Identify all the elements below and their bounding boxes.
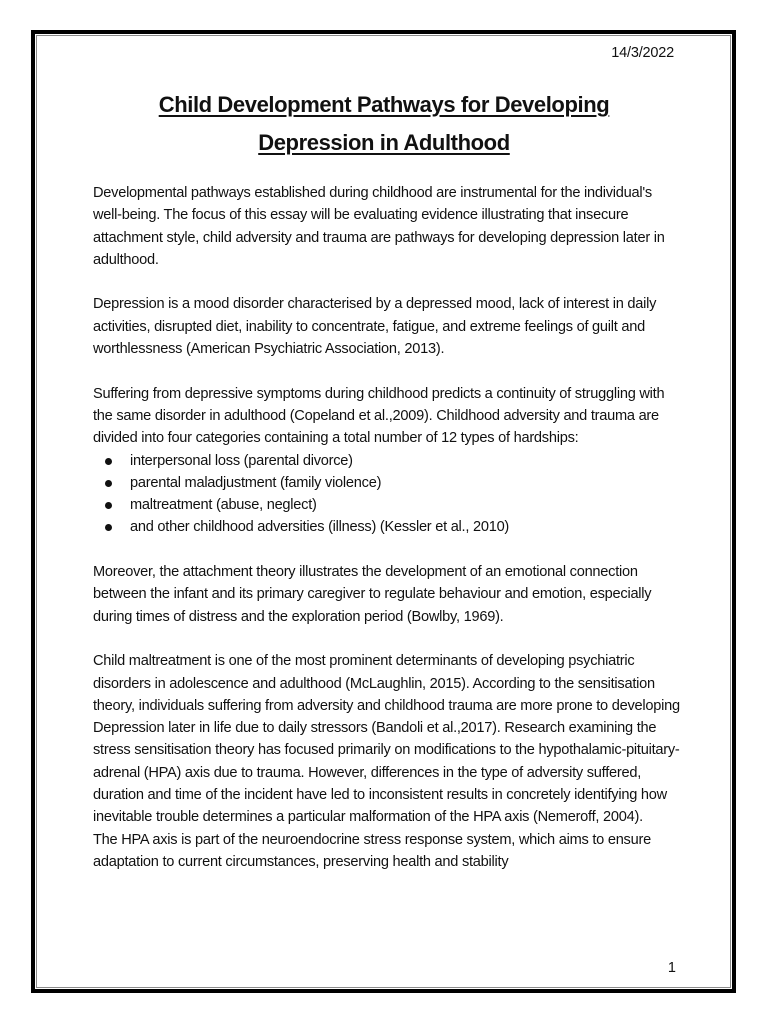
document-title (60, 86, 708, 162)
bullet-icon (105, 502, 112, 509)
list-item (93, 516, 683, 538)
paragraph-childhood-symptoms: Suffering from depressive symptoms during childhood predicts a continuity of struggling with the same disorder in adulthood (Copeland et al.,2009). Childhood adversity and trauma are divided into four categories containing a total number of 12 types of hardships: (93, 385, 665, 447)
paragraph-introduction: Developmental pathways established during childhood are instrumental for the individual's well-being. The focus of this essay will be evaluating evidence illustrating that insecure attachment style, child adversity and trauma are pathways for developing depression later in adulthood. (93, 185, 665, 268)
paragraph-attachment-theory: Moreover, the attachment theory illustrates the development of an emotional connection between the infant and its primary caregiver to regulate behaviour and emotion, especially during times of distress and the exploration period (Bowlby, 1969). (93, 564, 652, 625)
document-date: 14/3/2022 (611, 45, 674, 61)
list-item (93, 450, 683, 472)
title-line-2: Depression in Adulthood (258, 130, 510, 155)
list-item-text: maltreatment (abuse, neglect) (130, 497, 317, 514)
paragraph-child-maltreatment: Child maltreatment is one of the most prominent determinants of developing psychiatric disorders in adolescence and adulthood (McLaughlin, 2015). According to the sensitisation theory, individuals suffering from adversity and childhood trauma are more prone to developing Depression later in life due to daily stressors (Bandoli et al.,2017). Research examining the stress sensitisation theory has focused primarily on modifications to the hypothalamic-pituitary-adrenal (HPA) axis due to trauma. However, differences in the type of adversity suffered, duration and time of the incident have led to inconsistent results in concretely identifying how inevitable trouble determines a particular malformation of the HPA axis (Nemeroff, 2004). (93, 653, 680, 826)
title-line-1: Child Development Pathways for Developing (158, 92, 610, 117)
page-number: 1 (667, 960, 676, 976)
list-item-text: interpersonal loss (parental divorce) (130, 452, 353, 469)
paragraph-depression-definition: Depression is a mood disorder characterised by a depressed mood, lack of interest in daily activities, disrupted diet, inability to concentrate, fatigue, and extreme feelings of guilt and worthlessness (American Psychiatric Association, 2013). (93, 296, 657, 358)
list-item-text: parental maladjustment (family violence) (130, 474, 382, 491)
list-item-text: and other childhood adversities (illness) (Kessler et al., 2010) (130, 519, 510, 536)
bullet-icon (105, 480, 112, 487)
list-item (93, 472, 683, 494)
bullet-icon (105, 524, 112, 531)
paragraph-hpa-axis: The HPA axis is part of the neuroendocrine stress response system, which aims to ensure adaptation to current circumstances, preserving health and stability (93, 831, 651, 870)
list-item (93, 494, 683, 516)
bullet-icon (105, 458, 112, 465)
hardships-list (93, 450, 683, 539)
document-body (93, 182, 683, 873)
